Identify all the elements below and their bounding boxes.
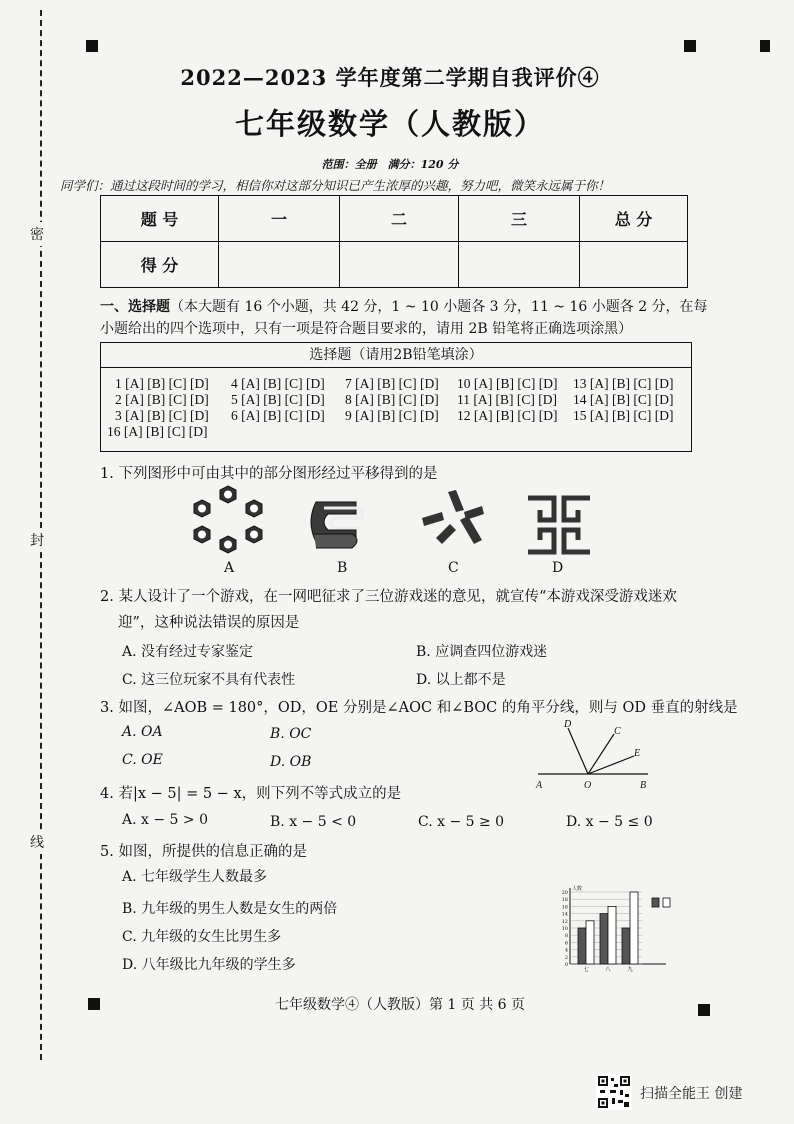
y-tick-label: 18 bbox=[561, 897, 568, 904]
y-tick-label: 20 bbox=[561, 890, 568, 896]
q1-figure-c bbox=[420, 488, 486, 548]
q2-option-c[interactable]: C. 这三位玩家不具有代表性 bbox=[122, 672, 296, 688]
page-footer: 七年级数学④（人教版）第 1 页 共 6 页 bbox=[274, 997, 526, 1013]
q5-option-a[interactable]: A. 七年级学生人数最多 bbox=[122, 869, 268, 885]
q1-label-b: B bbox=[337, 560, 348, 576]
q1-figure-a bbox=[190, 484, 266, 554]
score-cell[interactable] bbox=[340, 242, 459, 288]
answer-row[interactable]: 13 [A] [B] [C] [D] bbox=[573, 376, 674, 391]
answer-row[interactable]: 6 [A] [B] [C] [D] bbox=[231, 408, 325, 423]
score-cell[interactable] bbox=[580, 242, 688, 288]
q4-option-c[interactable]: C. x − 5 ≥ 0 bbox=[418, 814, 505, 830]
answer-column bbox=[231, 376, 325, 424]
score-header-cell: 总 分 bbox=[580, 196, 688, 242]
subject-title: 七年级数学（人教版） bbox=[234, 107, 545, 141]
margin-label-xian: 线 bbox=[30, 830, 44, 854]
q1-label-a: A bbox=[224, 560, 235, 576]
legend-swatch bbox=[652, 898, 659, 907]
q1-figure-b bbox=[306, 494, 366, 554]
section-heading: 一、选择题 bbox=[100, 299, 170, 315]
answer-column bbox=[457, 376, 557, 424]
margin-label-mi: 密 bbox=[30, 222, 44, 246]
q5-option-d[interactable]: D. 八年级比九年级的学生多 bbox=[122, 957, 296, 973]
registration-mark bbox=[86, 40, 98, 52]
q4-option-a[interactable]: A. x − 5 > 0 bbox=[122, 812, 208, 828]
scope-line: 范围：全册 满分：120 分 bbox=[321, 158, 459, 171]
margin-label-feng: 封 bbox=[30, 528, 44, 552]
answer-row[interactable]: 12 [A] [B] [C] [D] bbox=[457, 408, 558, 423]
score-header-cell: 二 bbox=[340, 196, 459, 242]
q3-option-b[interactable]: B. OC bbox=[270, 726, 312, 742]
q1-label-d: D bbox=[552, 560, 564, 576]
question-2-line2: 迎”，这种说法错误的原因是 bbox=[118, 615, 300, 631]
x-tick-label: 九 bbox=[627, 967, 633, 973]
y-axis-label: 人数 bbox=[572, 886, 583, 892]
score-cell[interactable] bbox=[219, 242, 340, 288]
q3-label-b: B bbox=[640, 780, 647, 791]
bar bbox=[600, 914, 608, 964]
bar bbox=[608, 906, 616, 964]
question-2-line1: 2. 某人设计了一个游戏，在一网吧征求了三位游戏迷的意见，就宣传“本游戏深受游戏迷欢 bbox=[100, 589, 677, 605]
y-tick-label: 14 bbox=[561, 911, 568, 918]
q4-option-d[interactable]: D. x − 5 ≤ 0 bbox=[566, 814, 653, 830]
answer-row[interactable]: 15 [A] [B] [C] [D] bbox=[573, 408, 674, 423]
y-tick-label: 0 bbox=[564, 962, 568, 968]
q3-label-c: C bbox=[614, 726, 621, 737]
y-tick-label: 6 bbox=[564, 940, 568, 947]
answer-row[interactable]: 11 [A] [B] [C] [D] bbox=[457, 392, 557, 407]
q3-label-e: E bbox=[634, 748, 641, 759]
registration-mark bbox=[684, 40, 696, 52]
answer-column bbox=[573, 376, 673, 424]
scanner-watermark: 扫描全能王 创建 bbox=[640, 1086, 743, 1102]
answer-row[interactable]: 16 [A] [B] [C] [D] bbox=[107, 424, 208, 439]
q3-option-c[interactable]: C. OE bbox=[122, 752, 163, 768]
score-table bbox=[100, 195, 688, 288]
bar bbox=[578, 928, 586, 964]
registration-mark bbox=[88, 998, 100, 1010]
qr-code-icon bbox=[596, 1074, 632, 1110]
q1-figure-d bbox=[524, 494, 594, 556]
answer-sheet-box bbox=[100, 342, 692, 452]
bar bbox=[622, 928, 630, 964]
registration-mark bbox=[698, 1004, 710, 1016]
q3-label-d: D bbox=[564, 719, 572, 730]
q3-label-a: A bbox=[536, 780, 543, 791]
answer-row[interactable]: 1 [A] [B] [C] [D] bbox=[115, 376, 209, 391]
q5-option-c[interactable]: C. 九年级的女生比男生多 bbox=[122, 929, 282, 945]
answer-row[interactable]: 8 [A] [B] [C] [D] bbox=[345, 392, 439, 407]
answer-column bbox=[345, 376, 439, 424]
q3-angle-figure bbox=[530, 718, 660, 794]
q3-option-a[interactable]: A. OA bbox=[122, 724, 163, 740]
answer-row[interactable]: 7 [A] [B] [C] [D] bbox=[345, 376, 439, 391]
bar bbox=[586, 921, 594, 964]
registration-mark bbox=[760, 40, 770, 52]
question-3: 3. 如图，∠AOB = 180°，OD，OE 分别是∠AOC 和∠BOC 的角平分线，则与 OD 垂直的射线是 bbox=[100, 700, 738, 716]
q4-option-b[interactable]: B. x − 5 < 0 bbox=[270, 814, 357, 830]
answer-box-title: 选择题（请用2B铅笔填涂） bbox=[101, 343, 691, 368]
y-tick-label: 12 bbox=[561, 918, 568, 925]
score-header-cell: 题 号 bbox=[101, 196, 219, 242]
answer-row[interactable]: 14 [A] [B] [C] [D] bbox=[573, 392, 674, 407]
question-4: 4. 若|x − 5| = 5 − x，则下列不等式成立的是 bbox=[100, 786, 402, 802]
answer-row[interactable]: 4 [A] [B] [C] [D] bbox=[231, 376, 325, 391]
y-tick-label: 2 bbox=[564, 954, 568, 961]
q5-option-b[interactable]: B. 九年级的男生人数是女生的两倍 bbox=[122, 901, 338, 917]
q2-option-d[interactable]: D. 以上都不是 bbox=[416, 672, 506, 688]
q5-bar-chart bbox=[556, 884, 680, 974]
greeting: 同学们：通过这段时间的学习，相信你对这部分知识已产生浓厚的兴趣，努力吧，微笑永远属于你！ bbox=[60, 178, 611, 193]
legend-swatch bbox=[663, 898, 670, 907]
q2-option-a[interactable]: A. 没有经过专家鉴定 bbox=[122, 644, 254, 660]
y-tick-label: 16 bbox=[561, 904, 568, 911]
question-5: 5. 如图，所提供的信息正确的是 bbox=[100, 844, 307, 860]
x-tick-label: 七 bbox=[583, 967, 589, 973]
exam-title: 2022—2023 学年度第二学期自我评价④ bbox=[180, 65, 600, 90]
y-tick-label: 10 bbox=[561, 926, 568, 932]
answer-column bbox=[107, 376, 209, 440]
q3-label-o: O bbox=[584, 780, 592, 791]
question-1: 1. 下列图形中可由其中的部分图形经过平移得到的是 bbox=[100, 466, 438, 482]
section-instructions bbox=[100, 296, 720, 340]
answer-row[interactable]: 5 [A] [B] [C] [D] bbox=[231, 392, 325, 407]
x-tick-label: 八 bbox=[605, 967, 611, 973]
bar bbox=[630, 892, 638, 964]
score-row-label: 得 分 bbox=[101, 242, 219, 288]
y-tick-label: 8 bbox=[564, 933, 568, 940]
y-tick-label: 4 bbox=[564, 947, 568, 954]
answer-row[interactable]: 2 [A] [B] [C] [D] bbox=[115, 392, 209, 407]
answer-row[interactable]: 9 [A] [B] [C] [D] bbox=[345, 408, 439, 423]
score-header-cell: 一 bbox=[219, 196, 340, 242]
q1-label-c: C bbox=[448, 560, 459, 576]
q2-option-b[interactable]: B. 应调查四位游戏迷 bbox=[416, 644, 548, 660]
section-instructions-text: （本大题有 16 个小题，共 42 分，1 ~ 10 小题各 3 分，11 ~ 16 小题各 2 分，在每小题给出的四个选项中，只有一项是符合题目要求的，请用 2B 铅笔将正确选项涂黑） bbox=[100, 299, 708, 337]
q3-option-d[interactable]: D. OB bbox=[270, 754, 312, 770]
answer-row[interactable]: 10 [A] [B] [C] [D] bbox=[457, 376, 558, 391]
answer-row[interactable]: 3 [A] [B] [C] [D] bbox=[115, 408, 209, 423]
score-header-cell: 三 bbox=[459, 196, 580, 242]
score-cell[interactable] bbox=[459, 242, 580, 288]
